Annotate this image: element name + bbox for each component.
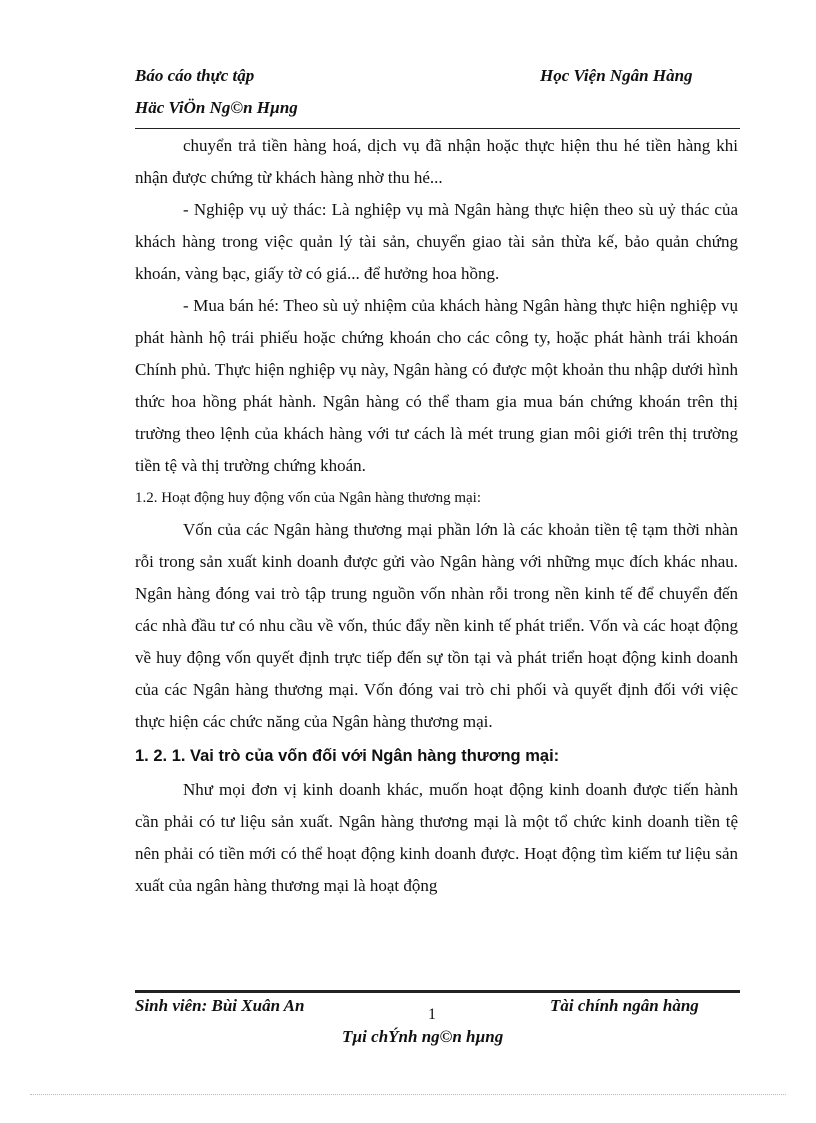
header-report-title: Báo cáo thực tập (135, 66, 255, 85)
footer-department: Tài chính ngân hàng (550, 996, 699, 1015)
paragraph-role-of-capital: Như mọi đơn vị kinh doanh khác, muốn hoạt động kinh doanh được tiến hành cần phải có tư liệu sản xuất. Ngân hàng thương mại là một tổ chức kinh doanh tiền tệ nên phải có tiền mới có thể hoạt động kinh doanh được. Hoạt động tìm kiếm tư liệu sản xuất của ngân hàng thương mại là hoạt động (135, 780, 738, 895)
header-rule (135, 128, 740, 129)
paragraph-underwriting-service: - Mua bán hé: Theo sù uỷ nhiệm của khách hàng Ngân hàng thực hiện nghiệp vụ phát hành hộ trái phiếu hoặc chứng khoán cho các công ty, hoặc phát hành trái khoán Chính phủ. Thực hiện nghiệp vụ này, Ngân hàng có được một khoản thu nhập dưới hình thức hoa hồng phát hành. Ngân hàng có thể tham gia mua bán chứng khoán trên thị trường theo lệnh của khách hàng với tư cách là mét trung gian môi giới trên thị trường tiền tệ và thị trường chứng khoán. (135, 296, 738, 475)
footer-department-legacy-encoding: Tµi chÝnh ng©n hµng (342, 1027, 504, 1046)
section-heading-1-2: 1.2. Hoạt động huy động vốn của Ngân hàng thương mại: (135, 490, 482, 506)
paragraph-trust-service: - Nghiệp vụ uỷ thác: Là nghiệp vụ mà Ngân hàng thực hiện theo sù uỷ thác của khách hàng trong việc quản lý tài sản, chuyển giao tài sản thừa kế, bảo quản chứng khoán, vàng bạc, giấy tờ có giá... để hưởng hoa hồng. (135, 200, 738, 283)
header-institution-legacy-encoding: Häc ViÖn Ng©n Hµng (135, 98, 298, 117)
paragraph-collection-service: chuyển trả tiền hàng hoá, dịch vụ đã nhận hoặc thực hiện thu hé tiền hàng khi nhận được chứng từ khách hàng nhờ thu hé... (135, 136, 738, 187)
paragraph-capital-mobilization: Vốn của các Ngân hàng thương mại phần lớn là các khoản tiền tệ tạm thời nhàn rỗi trong sản xuất kinh doanh được gửi vào Ngân hàng với những mục đích khác nhau. Ngân hàng đóng vai trò tập trung nguồn vốn nhàn rỗi trong nền kinh tế để chuyển đến các nhà đầu tư có nhu cầu về vốn, thúc đẩy nền kinh tế phát triển. Vốn và các hoạt động về huy động vốn quyết định trực tiếp đến sự tồn tại và phát triển hoạt động kinh doanh của các Ngân hàng thương mại. Vốn đóng vai trò chi phối và quyết định đối với việc thực hiện các chức năng của Ngân hàng thương mại. (135, 520, 738, 731)
footer-student-name: Sinh viên: Bùi Xuân An (135, 996, 305, 1015)
page-boundary-dotted-line (30, 1094, 786, 1095)
page-number: 1 (428, 1006, 436, 1023)
section-heading-1-2-1: 1. 2. 1. Vai trò của vốn đối với Ngân hàng thương mại: (135, 747, 560, 765)
footer-rule (135, 990, 740, 993)
header-institution: Học Viện Ngân Hàng (540, 66, 693, 85)
document-body (135, 130, 738, 902)
